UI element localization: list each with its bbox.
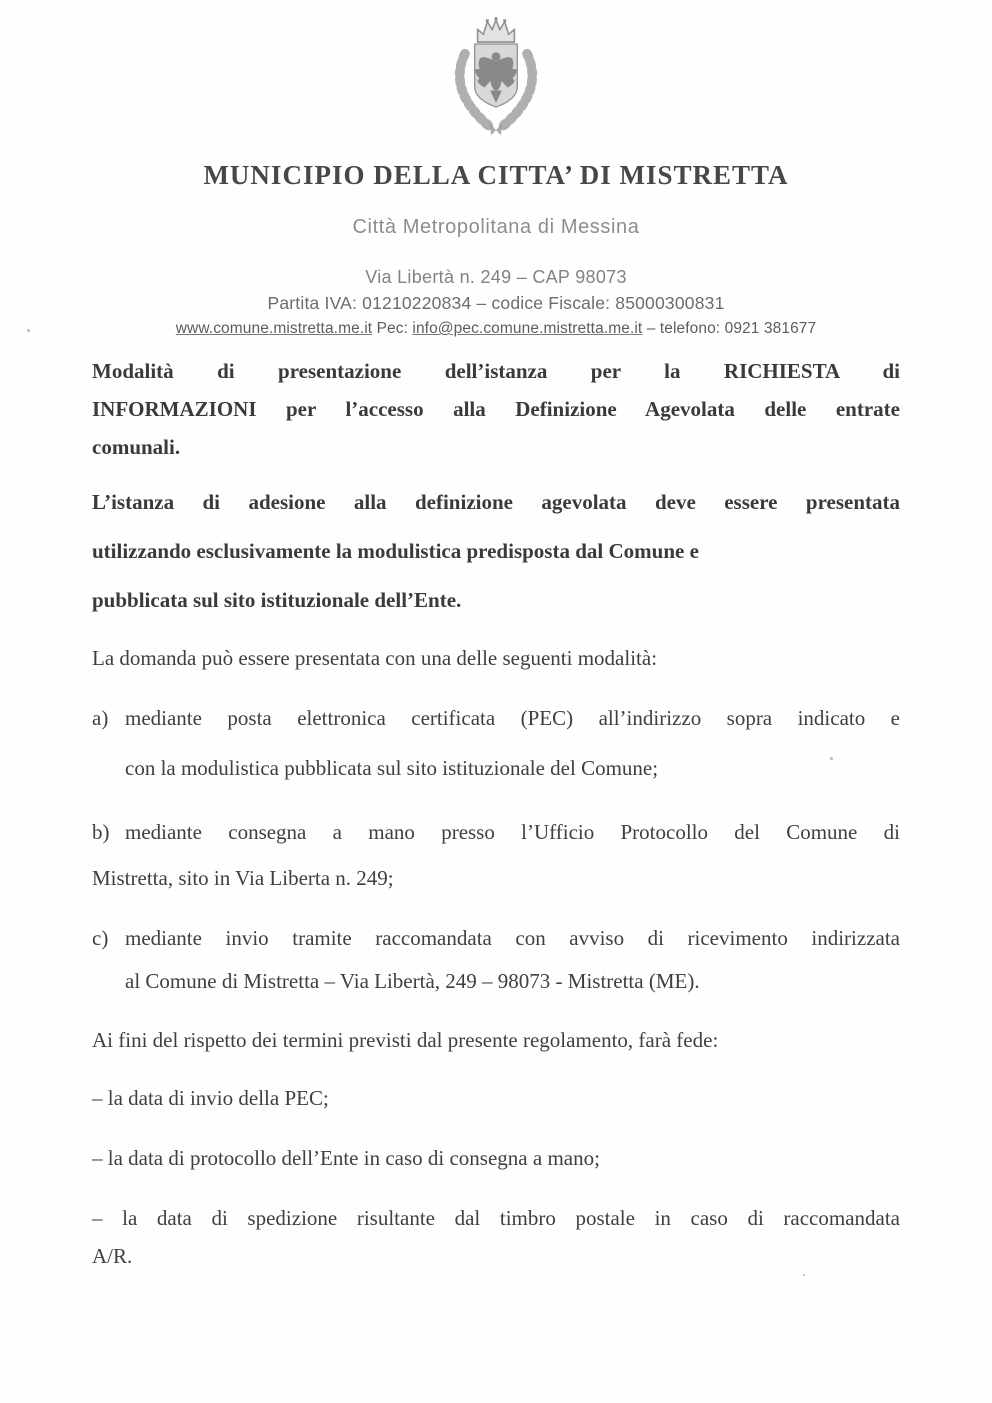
- list-item-text: mediante consegna a mano presso l’Ufficio Protocollo del Comune di: [125, 820, 900, 844]
- pec-label: Pec:: [372, 320, 413, 337]
- paragraph-modalita: [92, 352, 900, 466]
- list-item-line: [92, 809, 900, 855]
- paragraph-line: A/R.: [92, 1244, 133, 1268]
- list-item-label: a): [92, 706, 109, 730]
- list-item-line: [92, 917, 900, 960]
- paragraph-line: comunali.: [92, 435, 181, 459]
- pec-email-link: info@pec.comune.mistretta.me.it: [412, 320, 643, 337]
- dash-item-pec: – la data di invio della PEC;: [92, 1086, 329, 1110]
- paragraph-domanda: La domanda può essere presentata con una delle seguenti modalità:: [92, 646, 658, 670]
- list-item-line: [92, 693, 900, 743]
- list-item-a: [92, 693, 900, 793]
- paragraph-line: Modalità di presentazione dell’istanza per la RICHIESTA di: [92, 359, 900, 383]
- coat-of-arms-icon: [437, 13, 555, 139]
- paragraph-line: L’istanza di adesione alla definizione agevolata deve essere presentata: [92, 490, 900, 514]
- list-item-text: mediante posta elettronica certificata (PEC) all’indirizzo sopra indicato e: [125, 706, 900, 730]
- list-item-c: [92, 917, 900, 1003]
- contact-line: [0, 320, 992, 338]
- list-item-line: Mistretta, sito in Via Liberta n. 249;: [92, 866, 394, 890]
- letterhead: [0, 0, 992, 338]
- list-item-text: mediante invio tramite raccomandata con avviso di ricevimento indirizzata: [125, 926, 900, 950]
- list-item-b: [92, 809, 900, 901]
- street-address: Via Libertà n. 249 – CAP 98073: [365, 267, 627, 287]
- paragraph-ai-fini: Ai fini del rispetto dei termini previsti dal presente regolamento, farà fede:: [92, 1028, 719, 1052]
- list-item-line: con la modulistica pubblicata sul sito istituzionale del Comune;: [125, 756, 659, 780]
- list-item-label: b): [92, 820, 110, 844]
- paragraph-line: INFORMAZIONI per l’accesso alla Definizione Agevolata delle entrate: [92, 397, 900, 421]
- scan-speck: [830, 757, 833, 760]
- vat-fiscal-code: Partita IVA: 01210220834 – codice Fiscale: 85000300831: [267, 293, 725, 313]
- list-item-label: c): [92, 926, 109, 950]
- address-block: [0, 267, 992, 338]
- paragraph-line: – la data di spedizione risultante dal timbro postale in caso di raccomandata: [92, 1206, 900, 1230]
- dash-item-spedizione: [92, 1199, 900, 1275]
- scan-speck: [803, 1274, 805, 1276]
- paragraph-line: utilizzando esclusivamente la modulistica predisposta dal Comune e: [92, 539, 699, 563]
- dash-item-protocollo: – la data di protocollo dell’Ente in caso di consegna a mano;: [92, 1146, 600, 1170]
- document-body: [92, 352, 900, 1275]
- website-link: www.comune.mistretta.me.it: [175, 320, 373, 337]
- paragraph-istanza: [92, 478, 900, 625]
- municipality-title: MUNICIPIO DELLA CITTA’ DI MISTRETTA: [203, 160, 789, 190]
- list-item-line: al Comune di Mistretta – Via Libertà, 249 – 98073 - Mistretta (ME).: [125, 969, 700, 993]
- paragraph-line: pubblicata sul sito istituzionale dell’Ente.: [92, 588, 462, 612]
- phone-number: – telefono: 0921 381677: [642, 320, 817, 337]
- scan-speck: [27, 329, 30, 332]
- metropolitan-city-subtitle: Città Metropolitana di Messina: [352, 216, 640, 238]
